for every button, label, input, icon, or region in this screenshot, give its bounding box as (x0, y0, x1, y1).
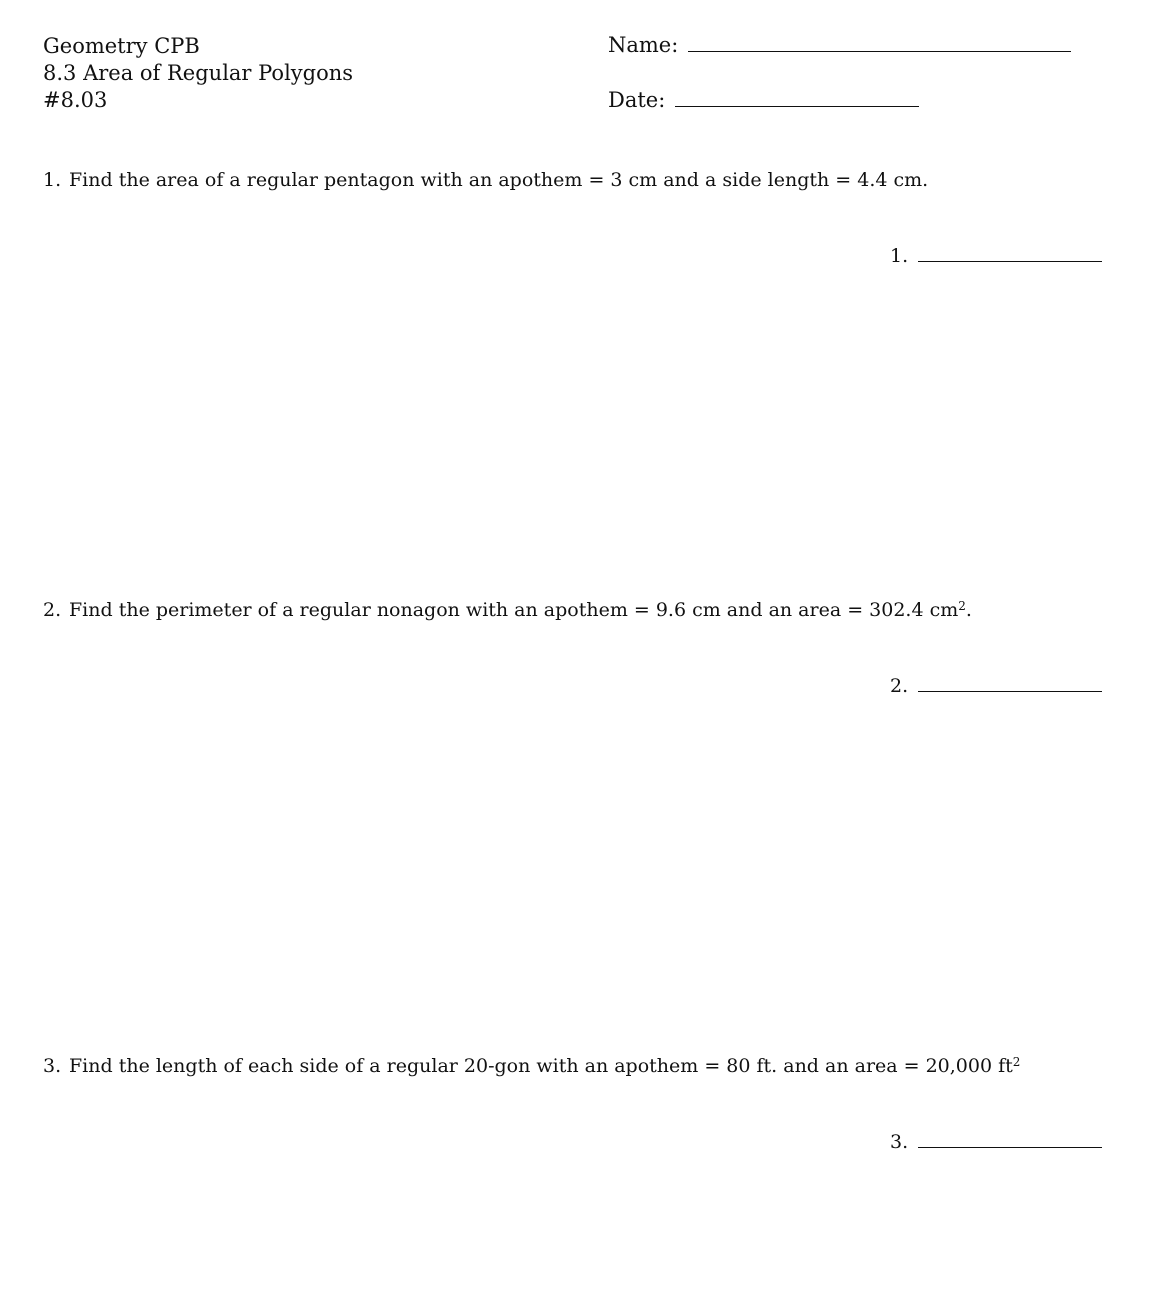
name-blank[interactable] (688, 33, 1071, 52)
question-2 (43, 599, 972, 621)
answer-1[interactable] (890, 245, 1102, 267)
question-number: 3. (43, 1055, 62, 1077)
question-suffix: . (965, 599, 972, 621)
question-1 (43, 169, 928, 191)
answer-3[interactable] (890, 1131, 1102, 1153)
question-text: Find the length of each side of a regular 20-gon with an apothem = 80 ft. and an area = 20,000 ft (69, 1055, 1013, 1077)
question-text: Find the area of a regular pentagon with an apothem = 3 cm and a side length = 4.4 cm. (69, 169, 929, 191)
question-number: 1. (43, 169, 62, 191)
question-number: 2. (43, 599, 62, 621)
name-label: Name: (608, 33, 679, 57)
exponent: 2 (1012, 1055, 1021, 1069)
date-label: Date: (608, 88, 666, 112)
name-field[interactable] (608, 33, 1071, 57)
worksheet-header (43, 33, 353, 114)
lesson-title: 8.3 Area of Regular Polygons (43, 61, 354, 85)
answer-label: 3. (890, 1131, 909, 1153)
date-blank[interactable] (675, 88, 919, 107)
course-title: Geometry CPB (43, 34, 200, 58)
answer-2[interactable] (890, 675, 1102, 697)
answer-blank[interactable] (918, 677, 1102, 692)
date-field[interactable] (608, 88, 919, 112)
question-text: Find the perimeter of a regular nonagon with an apothem = 9.6 cm and an area = 302.4 cm (69, 599, 959, 621)
assignment-number: #8.03 (43, 88, 108, 112)
answer-label: 1. (890, 245, 909, 267)
question-3 (43, 1055, 1020, 1077)
exponent: 2 (958, 599, 966, 613)
answer-blank[interactable] (918, 1133, 1102, 1148)
answer-label: 2. (890, 675, 909, 697)
answer-blank[interactable] (918, 247, 1102, 262)
